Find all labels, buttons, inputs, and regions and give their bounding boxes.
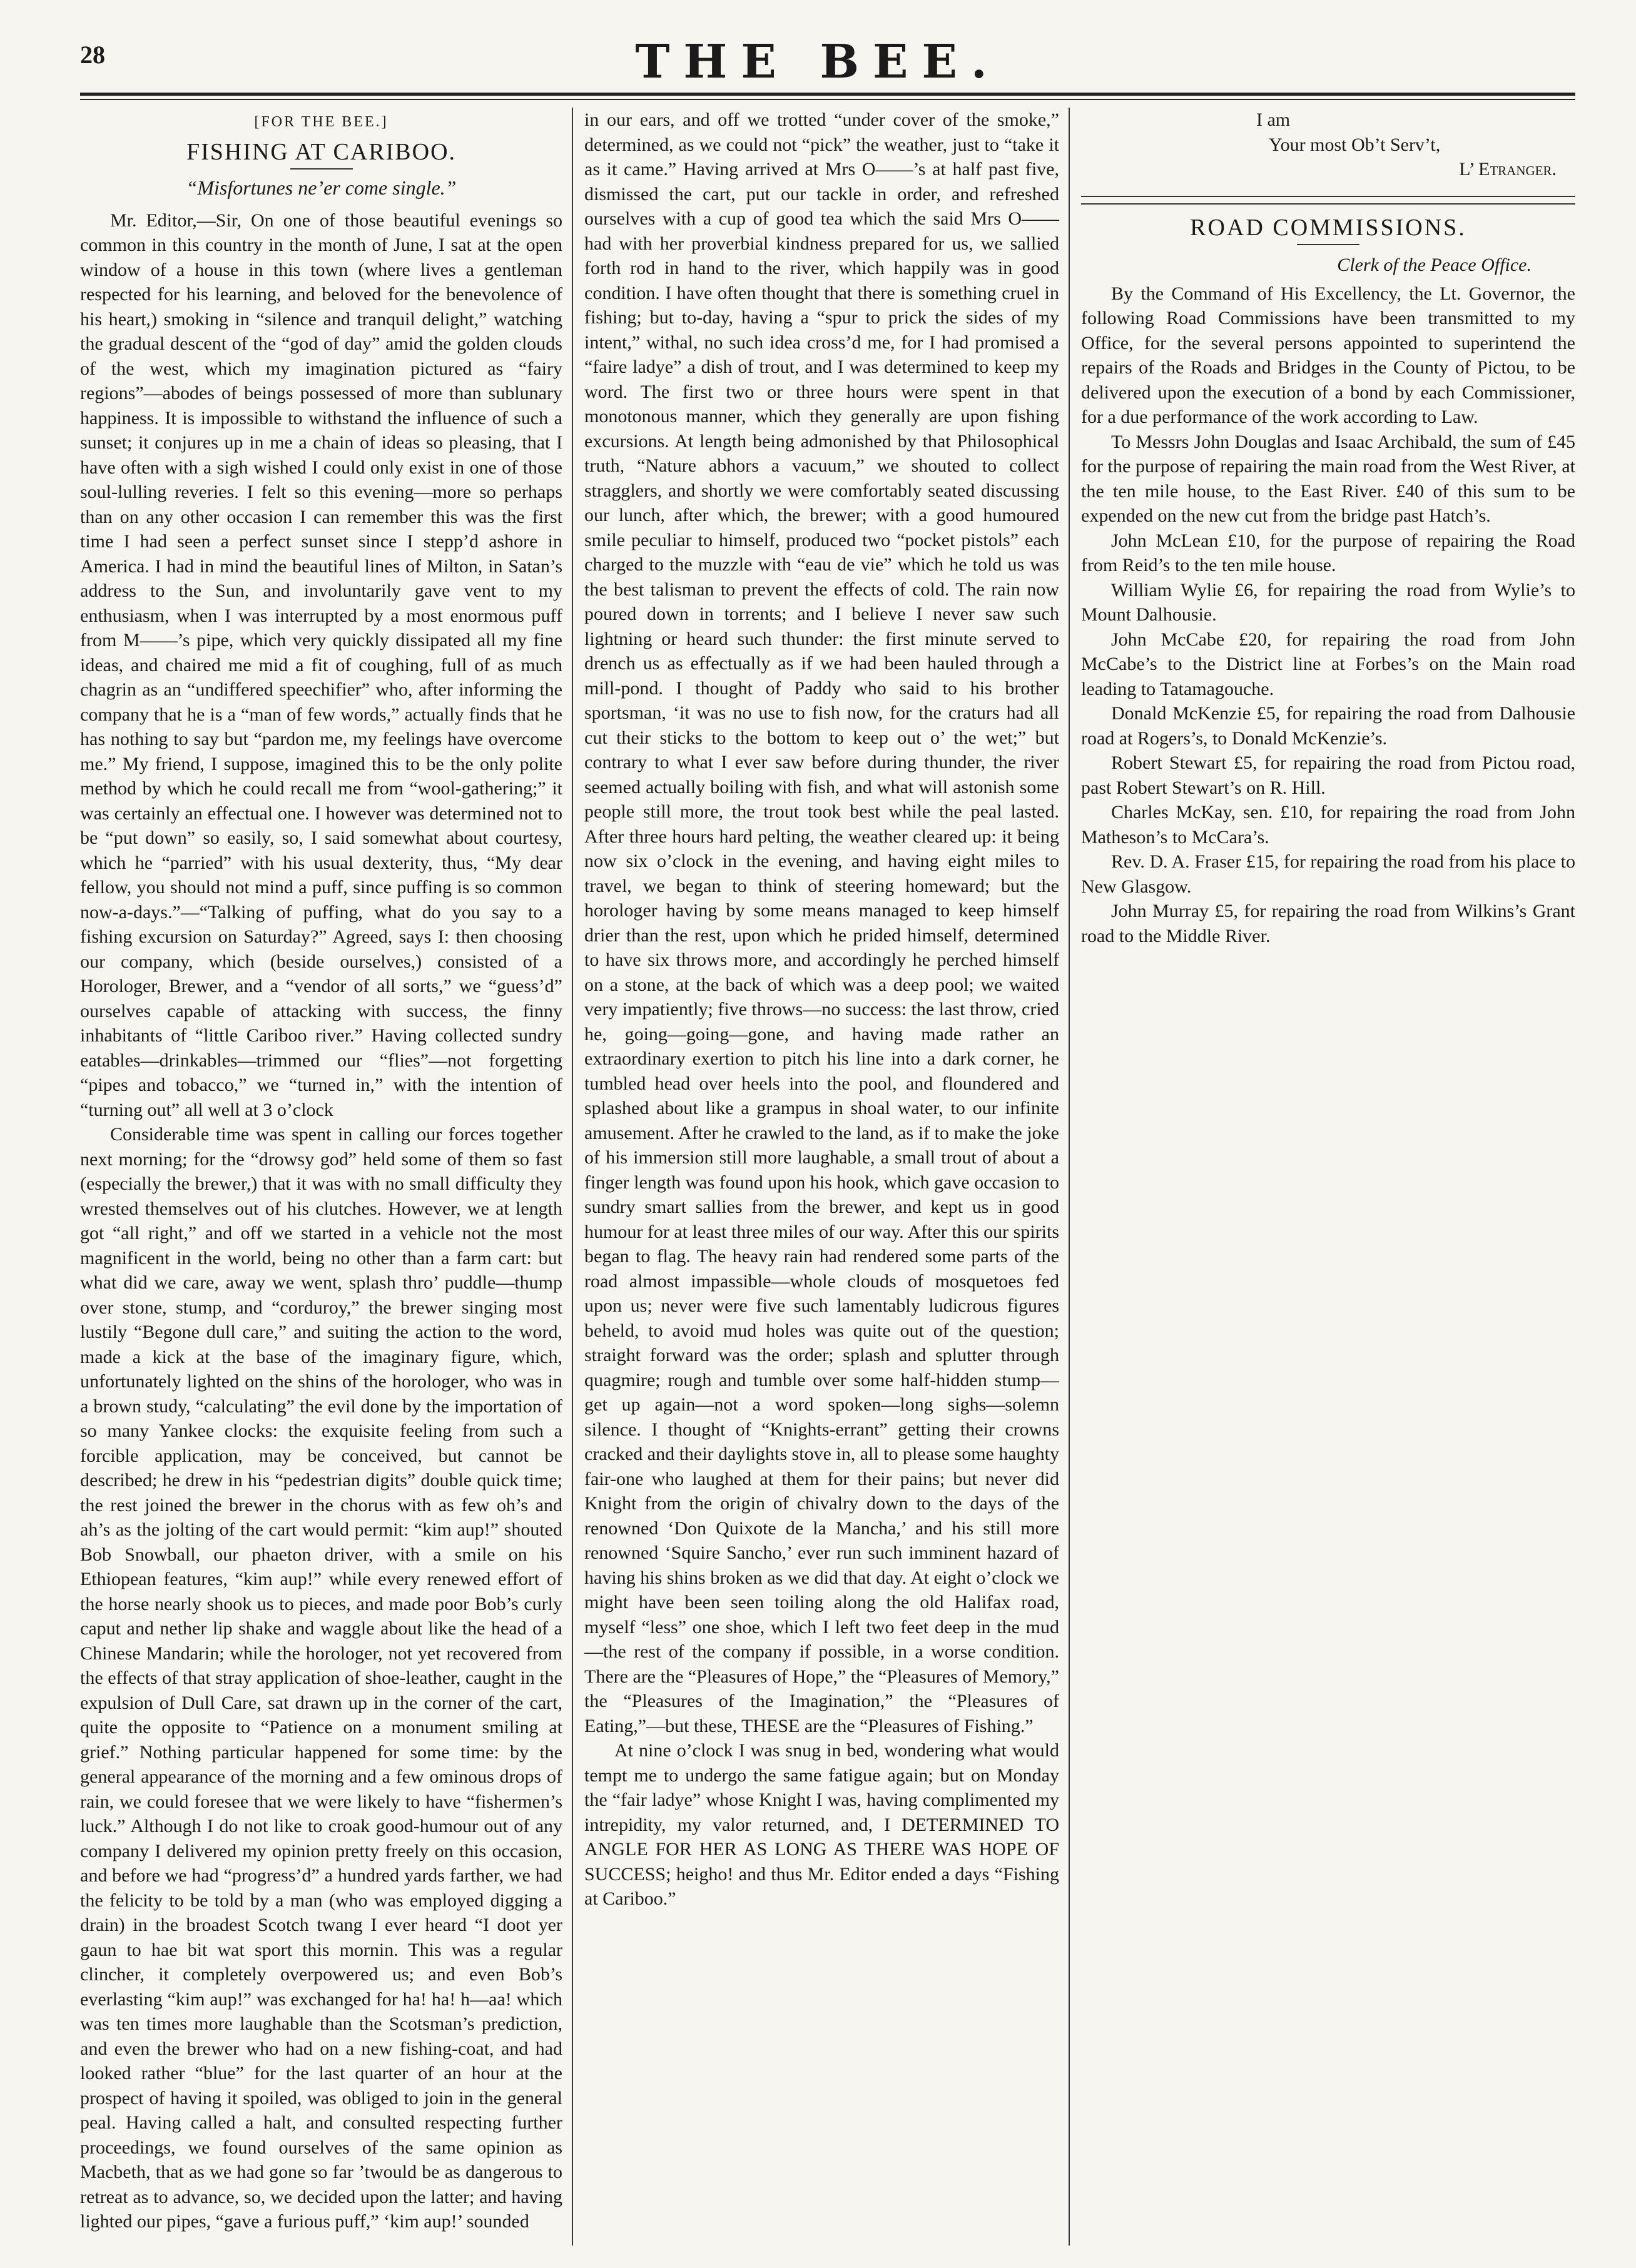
title-rule <box>1297 244 1359 245</box>
road-commission-item: Robert Stewart £5, for repairing the road from Pictou road, past Robert Stewart’s on R. Hill. <box>1081 752 1575 798</box>
article-title: FISHING AT CARIBOO. <box>186 138 457 165</box>
article-paragraph: in our ears, and off we trotted “under cover of the smoke,” determined, as we could not “pick” the weather, just to “take it as it came.” Having arrived at Mrs O——’s at half past five, dismissed the cart, put our tackle in order, and refreshed ourselves with a cup of good tea which the said Mrs O—— had with her proverbial kindness prepared for us, we sallied forth rod in hand to the river, which happily was in good condition. I have often thought that there is something cruel in fishing; but to-day, having a “spur to prick the sides of my intent,” withal, no such idea cross’d me, for I had promised a “faire ladye” a dish of trout, and I was determined to keep my word. The first two or three hours were spent in that monotonous manner, which they generally are upon fishing excursions. At length being admonished by that Philosophical truth, “Nature abhors a vacuum,” we shouted to collect stragglers, and shortly we were comfortably seated discussing our lunch, after which, the brewer; with a good humoured smile peculiar to himself, produced two “pocket pistols” each charged to the muzzle with “eau de vie” which he told us was the best talisman to prevent the effects of cold. The rain now poured down in torrents; and I believe I never saw such lightning or heard such thunder: the first minute served to drench us as effectually as if we had been hauled through a mill-pond. I thought of Paddy who said to his brother sportsman, ‘it was no use to fish now, for the craturs had all cut their sticks to the bottom to keep out o’ the wet;” but contrary to what I ever saw before during thunder, the river seemed actually boiling with fish, and what will astonish some people still more, the trout took best while the peal lasted. After three hours hard pelting, the weather cleared up: it being now six o’clock in the evening, and having eight miles to travel, we began to think of steering homeward; but the horologer having by some means managed to keep himself drier than the rest, upon which he prided himself, determined to have six throws more, and accordingly he perched himself on a stone, at the back of which was a deep pool; we waited very impatiently; five throws—no success: the last throw, cried he, going—going—gone, and having made rather an extraordinary exertion to pitch his line into a dark corner, he tumbled head over heels into the pool, and floundered and splashed about like a grampus in shoal water, to our infinite amusement. After he crawled to the land, as if to make the joke of his immersion still more laughable, a small trout of about a finger length was found upon his hook, which gave occasion to sundry smart sallies from the brewer, and kept us in good humour for at least three miles of our way. After this our spirits began to flag. The heavy rain had rendered some parts of the road almost impassible—whole clouds of mosquetoes fed upon us; never were five such lamentably ludicrous figures beheld, to avoid mud holes was quite out of the question; straight forward was the order; splash and splutter through quagmire; rough and tumble over some half-hidden stump—get up again—not a word spoken—long sighs—solemn silence. I thought of “Knights-errant” getting their crowns cracked and their daylights stove in, all to please some haughty fair-one who laughed at them for their pains; but never did Knight from the origin of chivalry down to the days of the renowned ‘Don Quixote de la Mancha,’ and his still more renowned ‘Squire Sancho,’ ever run such imminent hazard of having his shins broken as we did that day. At eight o’clock we might have been seen toiling along the old Halifax road, myself “less” one shoe, which I left two feet deep in the mud—the rest of the company if possible, in a worse condition. There are the “Pleasures of Hope,” the “Pleasures of Memory,” the “Pleasures of the Imagination,” the “Pleasures of Eating,”—but these, THESE are the “Pleasures of Fishing.” <box>584 109 1060 1736</box>
signature-name: L’ Etranger. <box>1459 159 1557 180</box>
header-rule <box>80 93 1575 96</box>
road-commission-item: Donald McKenzie £5, for repairing the road from Dalhousie road at Rogers’s, to Donald McKenzie’s. <box>1081 703 1575 749</box>
signature-closing: Your most Ob’t Serv’t, <box>1269 134 1441 155</box>
road-commission-item: John McLean £10, for the purpose of repairing the Road from Reid’s to the ten mile house. <box>1081 530 1575 575</box>
article-paragraph: Considerable time was spent in calling our forces together next morning; for the “drowsy god” held some of them so fast (especially the brewer,) that it was with no small difficulty they wrested themselves out of his clutches. However, we at length got “all right,” and off we started in a vehicle not the most magnificent in the world, being no other than a farm cart: but what did we care, away we went, splash thro’ puddle—thump over stone, stump, and “corduroy,” the brewer singing most lustily “Begone dull care,” and suiting the action to the word, made a kick at the base of the imaginary figure, which, unfortunately lighted on the shins of the horologer, who was in a brown study, “calculating” the evil done by the importation of so many Yankee clocks: the exquisite feeling from such a forcible application, may be conceived, but cannot be described; he drew in his “pedestrian digits” double quick time; the rest joined the brewer in the chorus with as few oh’s and ah’s as the jolting of the cart would permit: “kim aup!” shouted Bob Snowball, our phaeton driver, with a smile on his Ethiopean features, “kim aup!” while every renewed effort of the horse nearly shook us to pieces, and made poor Bob’s curly caput and nether lip shake and waggle about like the head of a Chinese Mandarin; while the horologer, not yet recovered from the effects of that stray application of shoe-leather, caught in the expulsion of Dull Care, sat drawn up in the corner of the cart, quite the opposite to “Patience on a monument smiling at grief.” Nothing particular happened for some time: by the general appearance of the morning and a few ominous drops of rain, we could foresee that we were likely to have “fishermen’s luck.” Although I do not like to croak good-humour out of any company I delivered my opinion pretty freely on this occasion, and before we had “progress’d” a hundred yards farther, we had the felicity to be told by a man (who was employed digging a drain) in the broadest Scotch twang I ever heard “I doot yer gaun to hae bit wat sport this mornin. This was a regular clincher, it completely overpowered us; and even Bob’s everlasting “kim aup!” was exchanged for ha! ha! h—aa! which was ten times more laughable than the Scotsman’s prediction, and even the brewer who had on a new fishing-coat, and had looked rather “blue” for the last quarter of an hour at the prospect of having it spoiled, was obliged to join in the general peal. Having called a halt, and consulted respecting further proceedings, we found ourselves of the same opinion as Macbeth, that as we had gone so far ’twould be as dangerous to retreat as to advance, so, we decided upon the latter; and having lighted our pipes, “gave a furious puff,” ‘kim aup!’ sounded <box>80 1124 562 2232</box>
signature-line: I am <box>1256 109 1291 130</box>
column-1 <box>80 108 570 2245</box>
column-2 <box>577 108 1067 2245</box>
office-line: Clerk of the Peace Office. <box>1337 255 1532 275</box>
road-commission-item: William Wylie £6, for repairing the road from Wylie’s to Mount Dalhousie. <box>1081 579 1575 625</box>
road-commissions-title: ROAD COMMISSIONS. <box>1190 214 1466 241</box>
article-motto: “Misfortunes ne’er come single.” <box>186 176 457 199</box>
road-commission-item: Charles McKay, sen. £10, for repairing the road from John Matheson’s to McCara’s. <box>1081 802 1575 848</box>
section-divider <box>1081 196 1575 197</box>
road-commission-item: John McCabe £20, for repairing the road from John McCabe’s to the District line at Forbes’s on the Main road leading to Tatamagouche. <box>1081 629 1575 699</box>
masthead-title: THE BEE. <box>635 35 1001 89</box>
road-commission-item: John Murray £5, for repairing the road from Wilkins’s Grant road to the Middle River. <box>1081 901 1575 946</box>
column-3 <box>1074 108 1575 2245</box>
road-intro: By the Command of His Excellency, the Lt. Governor, the following Road Commissions have been transmitted to my Office, for the several persons appointed to superintend the repairs of the Roads and Bridges in the County of Pictou, to be delivered upon the execution of a bond by each Commissioner, for a due performance of the work according to Law. <box>1081 283 1575 427</box>
road-commission-item: To Messrs John Douglas and Isaac Archibald, the sum of £45 for the purpose of repairing the main road from the West River, at the ten mile house, to the East River. £40 of this sum to be expended on the new cut from the bridge past Hatch’s. <box>1081 431 1575 526</box>
header-rule-thin <box>80 99 1575 100</box>
article-body <box>80 208 562 2234</box>
section-divider <box>1081 203 1575 205</box>
title-rule <box>290 168 353 170</box>
article-paragraph: At nine o’clock I was snug in bed, wondering what would tempt me to undergo the same fatigue again; but on Monday the “fair ladye” whose Knight I was, having complimented my intrepidity, my valor returned, and, I DETERMINED TO ANGLE FOR HER AS LONG AS THERE WAS HOPE OF SUCCESS; heigho! and thus Mr. Editor ended a days “Fishing at Cariboo.” <box>584 1740 1059 1909</box>
column-divider <box>1069 108 1070 2245</box>
page-number: 28 <box>80 41 105 69</box>
article-paragraph: Mr. Editor,—Sir, On one of those beautiful evenings so common in this country in the month of June, I sat at the open window of a house in this town (where lives a gentleman respected for his learning, and beloved for the benevolence of his heart,) smoking in “silence and tranquil delight,” watching the gradual descent of the “god of day” amid the golden clouds of the west, which my imagination pictured as “fairy regions”—abodes of beings possessed of more than sublunary happiness. It is impossible to withstand the influence of such a sunset; it conjures up in me a chain of ideas so pleasing, that I have often with a sigh wished I could only exist in one of those soul-lulling reveries. I felt so this evening—more so perhaps than on any other occasion I can remember this was the first time I had seen a perfect sunset since I stepp’d ashore in America. I had in mind the beautiful lines of Milton, in Satan’s address to the Sun, and involuntarily gave vent to my enthusiasm, when I was interrupted by a most enormous puff from M——’s pipe, which very quickly dissipated all my fine ideas, and chaired me mid a fit of coughing, full of as much chagrin as an “undiffered speechifier” who, after informing the company that he is a “man of few words,” actually finds that he has nothing to say but “pardon me, my feelings have overcome me.” My friend, I suppose, imagined this to be the only polite method by which he could recall me from “wool-gathering;” it was certainly an effectual one. I however was determined not to be “put down” so easily, so, I said somewhat about courtesy, which he “parried” with his usual dexterity, thus, “My dear fellow, you should not mind a puff, since puffing is so common now-a-days.”—“Talking of puffing, what do you say to a fishing excursion on Saturday?” Agreed, says I: then choosing our company, which (beside ourselves,) consisted of a Horologer, Brewer, and a “vendor of all sorts,” we “guess’d” ourselves capable of attacking with success, the finny inhabitants of “little Cariboo river.” Having collected sundry eatables—drinkables—trimmed our “flies”—not forgetting “pipes and tobacco,” we “turned in,” with the intention of “turning out” all well at 3 o’clock <box>80 210 562 1120</box>
article-source: [FOR THE BEE.] <box>254 114 389 130</box>
column-divider <box>572 108 573 2245</box>
article-continuation <box>584 108 1059 1911</box>
page-header <box>0 0 1636 113</box>
road-commission-item: Rev. D. A. Fraser £15, for repairing the road from his place to New Glasgow. <box>1081 851 1575 897</box>
